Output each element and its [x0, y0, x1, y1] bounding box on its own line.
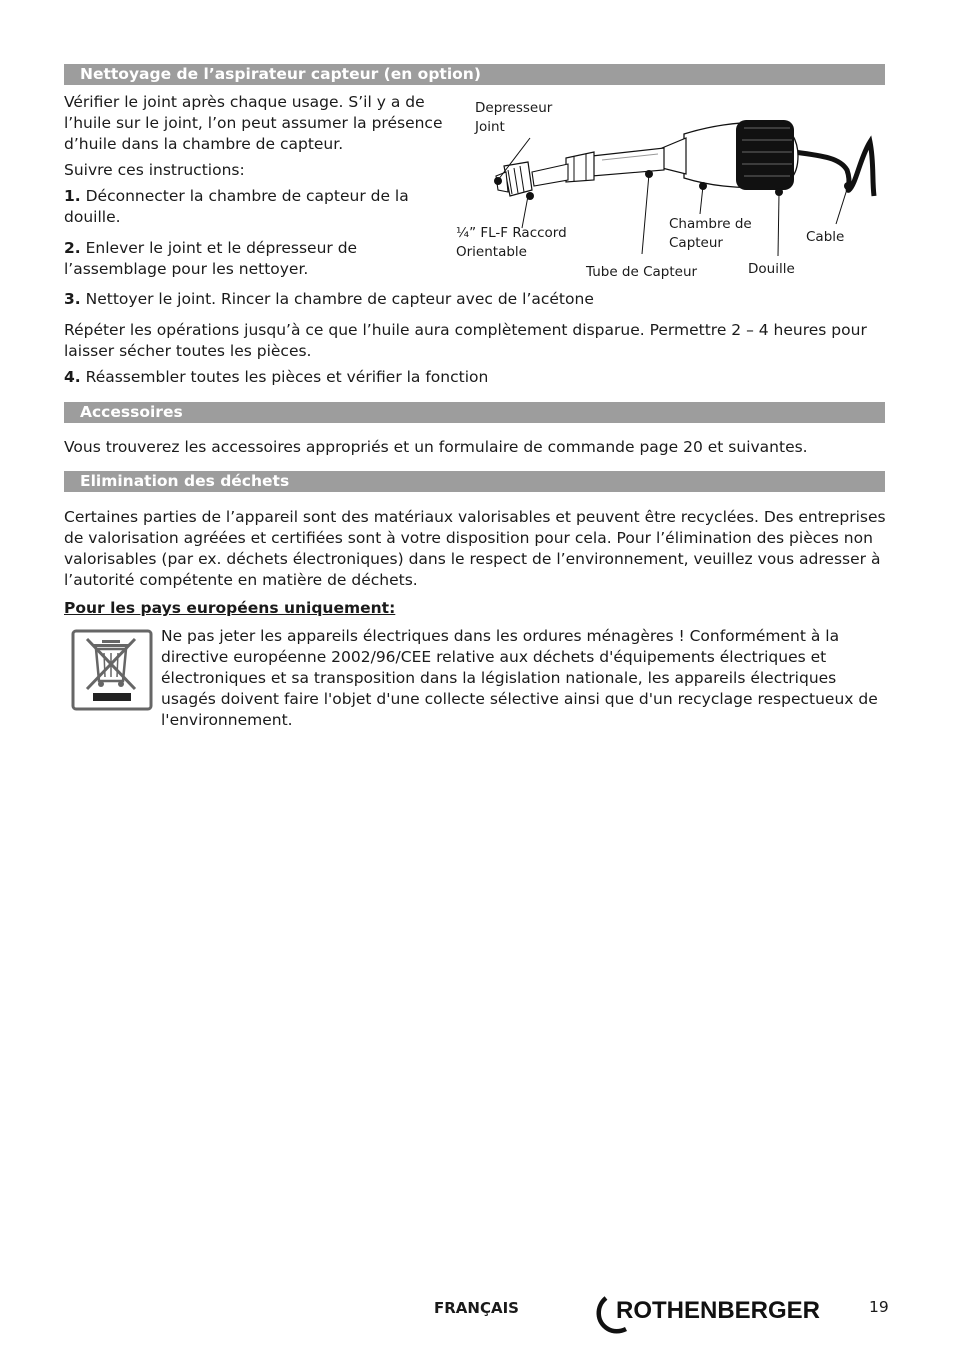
- cleaning-intro: Vérifier le joint après chaque usage. S’il y a de l’huile sur le joint, l’on peut assumer la présence d’huile dans la chambre de capteur.: [64, 93, 443, 153]
- brand-text: ROTHENBERGER: [616, 1297, 821, 1324]
- eu-text: Ne pas jeter les appareils électriques dans les ordures ménagères ! Conformément à la directive européenne 2002/96/CEE relative aux déchets d'équipements électriques et électroniques et sa transposition dans la législation nationale, les appareils électriques usagés doivent faire l'objet d'une collecte sélective ainsi que d'un recyclage respectueux de l'environnement.: [161, 627, 878, 729]
- section-header-disposal: Elimination des déchets: [64, 471, 885, 492]
- step-2-number: 2.: [64, 239, 81, 257]
- section-header-cleaning: Nettoyage de l’aspirateur capteur (en option): [64, 64, 885, 85]
- step-1: [64, 186, 434, 228]
- step-1-number: 1.: [64, 187, 81, 205]
- page-number: 19: [869, 1298, 889, 1316]
- label-douille: Douille: [748, 261, 795, 277]
- step-4-text: Réassembler toutes les pièces et vérifier la fonction: [85, 368, 489, 386]
- capteur-diagram: [452, 92, 884, 287]
- rothenberger-logo: [594, 1294, 834, 1334]
- label-cable: Cable: [806, 229, 845, 245]
- step-3-number: 3.: [64, 290, 81, 308]
- disposal-text: Certaines parties de l’appareil sont des matériaux valorisables et peuvent être recyclées. Des entreprises de valorisation agréées et certifiées sont à votre disposition pour cela. Pour l’élimination des pièces non valorisables (par ex. déchets électroniques) dans le respect de l’environnement, veuillez vous adresser à l’autorité compétente en matière de déchets.: [64, 508, 886, 589]
- label-chambre: Chambre de Capteur: [669, 216, 752, 251]
- footer-language: FRANÇAIS: [434, 1299, 519, 1317]
- label-tube: Tube de Capteur: [586, 264, 698, 280]
- weee-bin-icon: [71, 629, 153, 711]
- repeat-paragraph: Répéter les opérations jusqu’à ce que l’huile aura complètement disparue. Permettre 2 – 4 heures pour laisser sécher toutes les pièces.: [64, 321, 867, 360]
- step-4-number: 4.: [64, 368, 81, 386]
- rothenberger-logo-mark: [594, 1294, 834, 1334]
- label-depresseur: Depresseur Joint: [475, 100, 553, 135]
- step-2-text: Enlever le joint et le dépresseur de l’assemblage pour les nettoyer.: [64, 239, 358, 278]
- grip-shape: [736, 120, 794, 190]
- step-4: [64, 367, 885, 388]
- step-3: [64, 289, 885, 310]
- accessories-text: Vous trouverez les accessoires appropriés et un formulaire de commande page 20 et suivantes.: [64, 438, 808, 456]
- cable-shape: [794, 142, 874, 196]
- step-2: [64, 238, 384, 280]
- tube-shape: [592, 148, 664, 176]
- step-1-text: Déconnecter la chambre de capteur de la douille.: [64, 187, 409, 226]
- section-header-accessories: Accessoires: [64, 402, 885, 423]
- eu-title: Pour les pays européens uniquement:: [64, 599, 396, 617]
- label-raccord: ¼” FL-F Raccord Orientable: [456, 225, 567, 260]
- step-3-text: Nettoyer le joint. Rincer la chambre de capteur avec de l’acétone: [85, 290, 594, 308]
- cleaning-follow: Suivre ces instructions:: [64, 161, 245, 179]
